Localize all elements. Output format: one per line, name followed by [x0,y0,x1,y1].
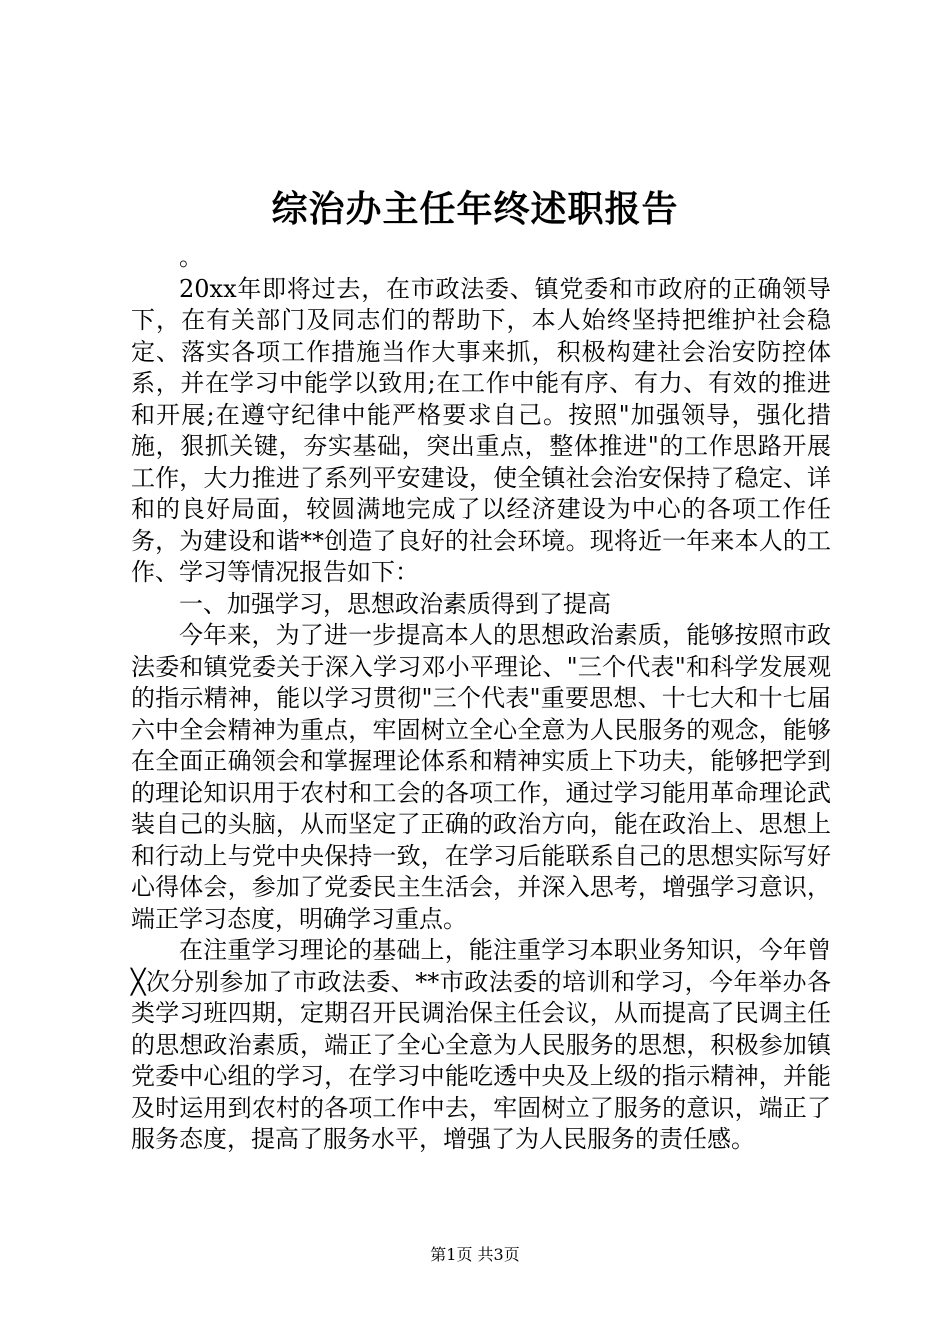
paragraph: 在注重学习理论的基础上，能注重学习本职业务知识，今年曾╳次分别参加了市政法委、**市政法委的培训和学习，今年举办各类学习班四期，定期召开民调治保主任会议，从而提高了民调主任的思想政治素质，端正了全心全意为人民服务的思想，积极参加镇党委中心组的学习，在学习中能吃透中央及上级的指示精神，并能及时运用到农村的各项工作中去，牢固树立了服务的意识，端正了服务态度，提高了服务水平，增强了为人民服务的责任感。 [131,936,831,1153]
page-footer: 第1页 共3页 [430,1245,520,1264]
document-title: 综治办主任年终述职报告 [271,188,679,230]
document-body [131,242,831,1156]
paragraph: 。 [179,243,203,271]
paragraph: 20xx年即将过去，在市政法委、镇党委和市政府的正确领导下，在有关部门及同志们的帮助下，本人始终坚持把维护社会稳定、落实各项工作措施当作大事来抓，积极构建社会治安防控体系，并在学习中能学以致用;在工作中能有序、有力、有效的推进和开展;在遵守纪律中能严格要求自己。按照"加强领导，强化措施，狠抓关键，夯实基础，突出重点，整体推进"的工作思路开展工作，大力推进了系列平安建设，使全镇社会治安保持了稳定、详和的良好局面，较圆满地完成了以经济建设为中心的各项工作任务，为建设和谐**创造了良好的社会环境。现将近一年来本人的工作、学习等情况报告如下： [131,274,831,586]
section-heading: 一、加强学习，思想政治素质得到了提高 [179,589,611,618]
paragraph: 今年来，为了进一步提高本人的思想政治素质，能够按照市政法委和镇党委关于深入学习邓小平理论、"三个代表"和科学发展观的指示精神，能以学习贯彻"三个代表"重要思想、十七大和十七届六中全会精神为重点，牢固树立全心全意为人民服务的观念，能够在全面正确领会和掌握理论体系和精神实质上下功夫，能够把学到的理论知识用于农村和工会的各项工作，通过学习能用革命理论武装自己的头脑，从而坚定了正确的政治方向，能在政治上、思想上和行动上与党中央保持一致，在学习后能联系自己的思想实际写好心得体会，参加了党委民主生活会，并深入思考，增强学习意识，端正学习态度，明确学习重点。 [131,621,831,933]
